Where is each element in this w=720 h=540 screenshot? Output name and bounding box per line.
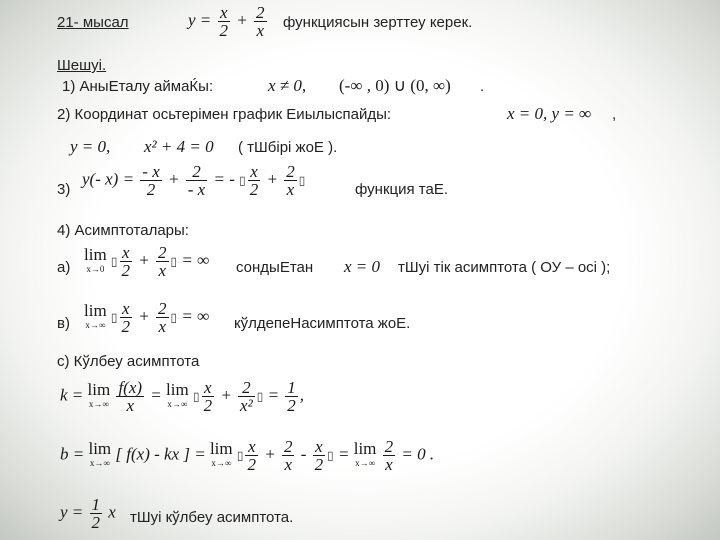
step1-condition: x ≠ 0, (268, 76, 307, 95)
step-a-limit: lim x→0 ▯ $\frac{x}{2}$ + $\frac{2}{x}$ ▯ = ∞ (84, 243, 210, 280)
step-a-tail: тШуі тік асимптота ( ОУ – осі ); (398, 259, 611, 276)
step2-eq1: y = 0, (70, 137, 111, 156)
step2-note: ( тШбірі жоЕ ). (238, 139, 338, 156)
asymptote-formula: y = $\frac{1}{2}$ x (60, 495, 116, 532)
step1-end: . (480, 78, 485, 95)
step-a-mid: сондыЕтан (236, 259, 314, 276)
step1-label: 1) АныЕталу аймаЌы: (62, 78, 214, 95)
step2-eq2: x² + 4 = 0 (144, 137, 214, 156)
step3-formula: y(- x) = $\frac{- x}{2}$ + $\frac{2}{- x}$ = - ▯ $\frac{x}{2}$ + $\frac{2}{x}$ ▯ (82, 162, 306, 199)
step-b-tail: кўлдепеНасимптота жоЕ. (234, 315, 411, 332)
slope-k-formula: k = lim x→∞ $\frac{f(x)}{x}$ = lim x→∞ ▯ $\frac{x}{2}$ + $\frac{2}{\text{x²}}$ ▯ = $\frac{1}{2}$ , (60, 378, 305, 415)
heading-text: функциясын зерттеу керек. (283, 14, 473, 31)
step2-label: 2) Координат осьтерімен график Еиылыспайды: (57, 106, 392, 123)
step-a-label: а) (57, 259, 71, 276)
step4-label: 4) Асимптоталары: (57, 222, 189, 239)
step1-interval: (-∞ , 0) ∪ (0, ∞) (339, 76, 451, 95)
solution-label: Шешуі. (57, 57, 107, 74)
step-b-limit: lim x→∞ ▯ $\frac{x}{2}$ + $\frac{2}{x}$ ▯ = ∞ (84, 299, 210, 336)
step-b-label: в) (57, 315, 70, 332)
step-a-eq: x = 0 (344, 257, 381, 276)
function-formula: y = $\frac{x}{2}$ + $\frac{2}{x}$ (188, 3, 265, 40)
intercept-b-formula: b = lim x→∞ [ f(x) - kx ] = lim x→∞ ▯ $\frac{x}{2}$ + $\frac{2}{x}$ - $\frac{x}{2}$ ▯ = lim x→∞ $\frac{2}{x}$ = 0 . (60, 437, 435, 474)
step2-comma: , (612, 106, 617, 123)
step-c-label: с) Кўлбеу асимптота (57, 353, 200, 370)
step3-label: 3) (57, 181, 71, 198)
example-number: 21- мысал (57, 14, 129, 31)
step2-values: x = 0, y = ∞ (507, 104, 592, 123)
final-text: тШуі кўлбеу асимптота. (130, 509, 294, 526)
step3-note: функция таЕ. (355, 181, 448, 198)
